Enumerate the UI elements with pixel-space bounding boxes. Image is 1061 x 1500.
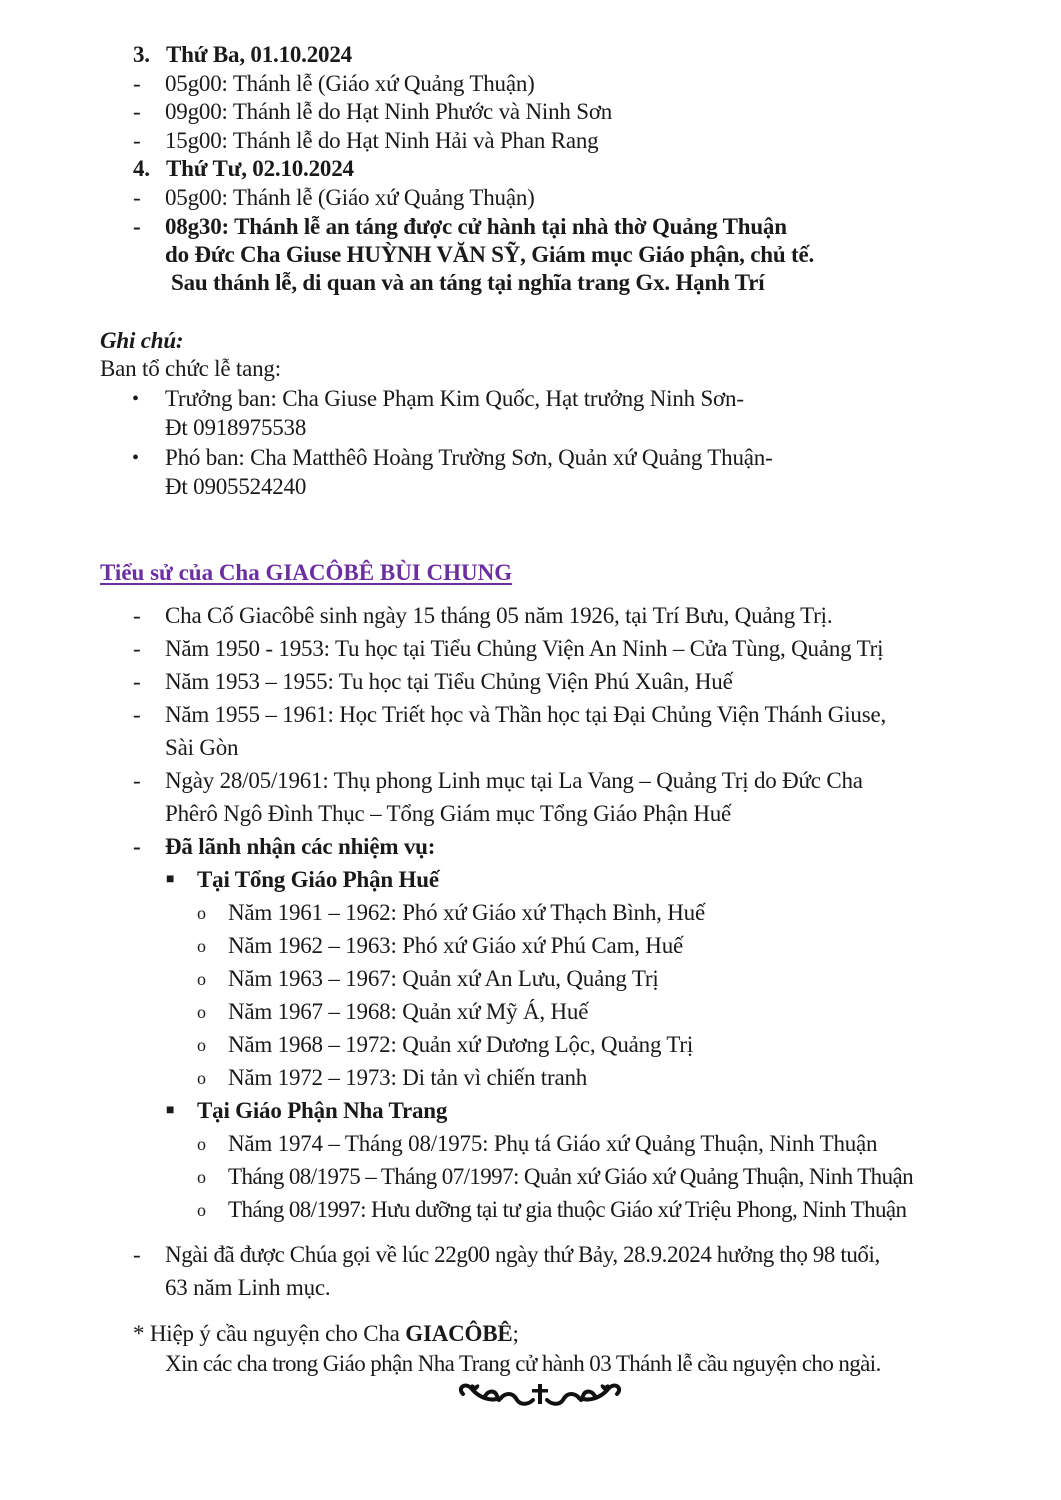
- dash-marker: -: [133, 185, 141, 210]
- post-item: Năm 1963 – 1967: Quản xứ An Lưu, Quảng Trị: [228, 966, 659, 991]
- dash-marker: -: [133, 768, 141, 793]
- bio-item-continuation: Sài Gòn: [165, 735, 239, 760]
- circle-bullet: o: [197, 1167, 206, 1187]
- bio-item: Năm 1955 – 1961: Học Triết học và Thần học tại Đại Chủng Viện Thánh Giuse,: [165, 702, 887, 727]
- bio-item: Cha Cố Giacôbê sinh ngày 15 tháng 05 năm 1926, tại Trí Bưu, Quảng Trị.: [165, 603, 833, 628]
- day-title: Thứ Tư, 02.10.2024: [166, 156, 354, 181]
- dash-marker: -: [133, 834, 141, 859]
- prayer-prefix: * Hiệp ý cầu nguyện cho Cha: [133, 1321, 406, 1346]
- diocese-name: Tại Tổng Giáo Phận Huế: [197, 867, 439, 892]
- funeral-mass-line-1: 08g30: Thánh lễ an táng được cử hành tại nhà thờ Quảng Thuận: [165, 214, 787, 239]
- dash-marker: -: [133, 669, 141, 694]
- square-bullet: ■: [166, 872, 175, 887]
- square-bullet: ■: [166, 1103, 175, 1118]
- post-item: Năm 1968 – 1972: Quản xứ Dương Lộc, Quảng Trị: [228, 1032, 694, 1057]
- post-item: Năm 1974 – Tháng 08/1975: Phụ tá Giáo xứ Quảng Thuận, Ninh Thuận: [228, 1131, 878, 1156]
- bullet-dot: •: [132, 388, 139, 410]
- day-title: Thứ Ba, 01.10.2024: [166, 42, 352, 67]
- bio-item: Năm 1953 – 1955: Tu học tại Tiểu Chủng Viện Phú Xuân, Huế: [165, 669, 733, 694]
- committee-member-phone: Đt 0905524240: [165, 474, 307, 499]
- circle-bullet: o: [197, 1035, 206, 1055]
- biography-heading: Tiểu sử của Cha GIACÔBÊ BÙI CHUNG: [100, 560, 513, 585]
- dash-marker: -: [133, 71, 141, 96]
- post-item: Năm 1967 – 1968: Quản xứ Mỹ Á, Huế: [228, 999, 589, 1024]
- committee-member-phone: Đt 0918975538: [165, 415, 307, 440]
- duties-label: Đã lãnh nhận các nhiệm vụ:: [165, 834, 436, 859]
- committee-label: Ban tổ chức lễ tang:: [100, 356, 281, 381]
- day-number: 4.: [133, 156, 150, 181]
- committee-member-line-1: Trưởng ban: Cha Giuse Phạm Kim Quốc, Hạt trưởng Ninh Sơn-: [165, 386, 744, 411]
- post-item: Tháng 08/1997: Hưu dưỡng tại tư gia thuộc Giáo xứ Triệu Phong, Ninh Thuận: [228, 1197, 907, 1222]
- circle-bullet: o: [197, 969, 206, 989]
- post-item: Năm 1961 – 1962: Phó xứ Giáo xứ Thạch Bình, Huế: [228, 900, 705, 925]
- circle-bullet: o: [197, 936, 206, 956]
- day-number: 3.: [133, 42, 150, 67]
- schedule-item: 05g00: Thánh lễ (Giáo xứ Quảng Thuận): [165, 185, 535, 210]
- bio-item: Năm 1950 - 1953: Tu học tại Tiểu Chủng Viện An Ninh – Cửa Tùng, Quảng Trị: [165, 636, 884, 661]
- dash-marker: -: [133, 1242, 141, 1267]
- dash-marker: -: [133, 603, 141, 628]
- post-item: Năm 1972 – 1973: Di tản vì chiến tranh: [228, 1065, 588, 1090]
- dash-marker: -: [133, 214, 141, 239]
- death-notice-line-2: 63 năm Linh mục.: [165, 1275, 331, 1300]
- post-item: Năm 1962 – 1963: Phó xứ Giáo xứ Phú Cam, Huế: [228, 933, 684, 958]
- prayer-request: Xin các cha trong Giáo phận Nha Trang cử hành 03 Thánh lễ cầu nguyện cho ngài.: [165, 1351, 881, 1376]
- death-notice-line-1: Ngài đã được Chúa gọi về lúc 22g00 ngày thứ Bảy, 28.9.2024 hưởng thọ 98 tuổi,: [165, 1242, 880, 1267]
- schedule-item: 05g00: Thánh lễ (Giáo xứ Quảng Thuận): [165, 71, 535, 96]
- committee-member-line-1: Phó ban: Cha Matthêô Hoàng Trường Sơn, Quản xứ Quảng Thuận-: [165, 445, 773, 470]
- bio-item: Ngày 28/05/1961: Thụ phong Linh mục tại La Vang – Quảng Trị do Đức Cha: [165, 768, 863, 793]
- prayer-name: GIACÔBÊ: [405, 1321, 513, 1346]
- bio-item-continuation: Phêrô Ngô Đình Thục – Tổng Giám mục Tổng Giáo Phận Huế: [165, 801, 732, 826]
- post-item: Tháng 08/1975 – Tháng 07/1997: Quản xứ Giáo xứ Quảng Thuận, Ninh Thuận: [228, 1164, 913, 1189]
- notes-label: Ghi chú:: [100, 328, 184, 353]
- circle-bullet: o: [197, 1068, 206, 1088]
- dash-marker: -: [133, 99, 141, 124]
- bullet-dot: •: [132, 447, 139, 469]
- circle-bullet: o: [197, 903, 206, 923]
- dash-marker: -: [133, 636, 141, 661]
- schedule-item: 09g00: Thánh lễ do Hạt Ninh Phước và Ninh Sơn: [165, 99, 613, 124]
- prayer-line: [133, 1319, 519, 1349]
- circle-bullet: o: [197, 1200, 206, 1220]
- prayer-suffix: ;: [512, 1321, 519, 1346]
- circle-bullet: o: [197, 1002, 206, 1022]
- funeral-mass-line-3: Sau thánh lễ, di quan và an táng tại nghĩa trang Gx. Hạnh Trí: [171, 270, 765, 295]
- schedule-item: 15g00: Thánh lễ do Hạt Ninh Hải và Phan Rang: [165, 128, 599, 153]
- cross-ornament-icon: [455, 1380, 625, 1410]
- funeral-mass-line-2: do Đức Cha Giuse HUỲNH VĂN SỸ, Giám mục Giáo phận, chủ tế.: [165, 242, 815, 267]
- dash-marker: -: [133, 128, 141, 153]
- diocese-name: Tại Giáo Phận Nha Trang: [197, 1098, 448, 1123]
- circle-bullet: o: [197, 1134, 206, 1154]
- dash-marker: -: [133, 702, 141, 727]
